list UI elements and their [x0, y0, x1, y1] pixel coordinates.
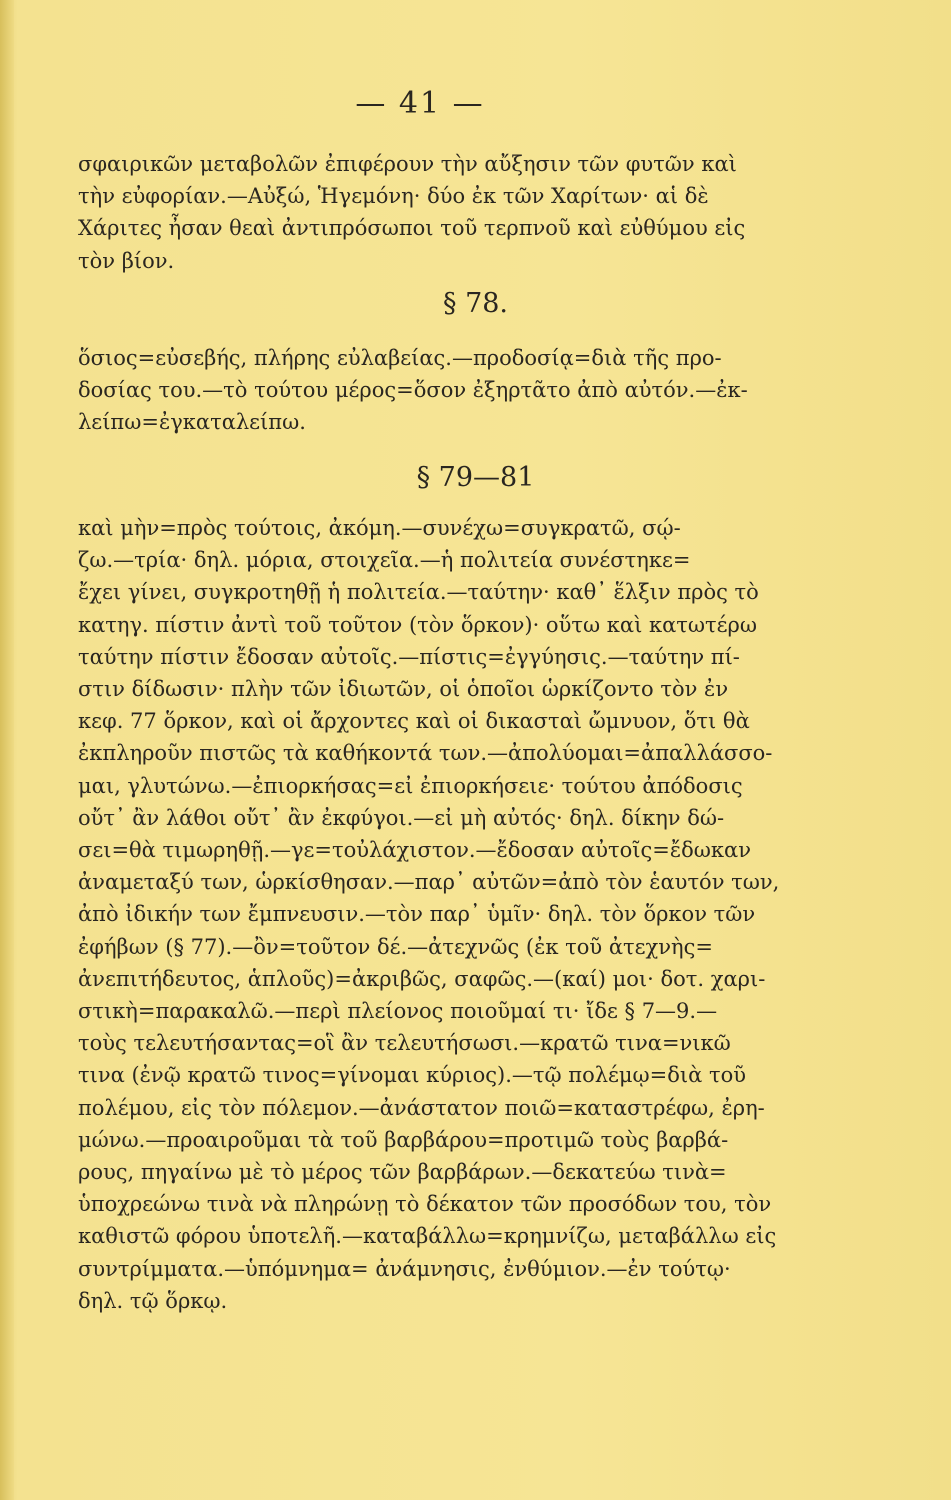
- page-edge-shadow: [0, 0, 14, 1500]
- text-line: καὶ μὴν=πρὸς τούτοις, ἀκόμη.—συνέχω=συγκρατῶ, σῴ-: [78, 516, 681, 540]
- text-line: ταύτην πίστιν ἔδοσαν αὐτοῖς.—πίστις=ἐγγύησις.—ταύτην πί-: [78, 644, 740, 669]
- text-line: οὔτ᾽ ἂν λάθοι οὔτ᾽ ἂν ἐκφύγοι.—εἰ μὴ αὐτός· δηλ. δίκην δώ-: [78, 805, 725, 830]
- text-line: ἀνεπιτήδευτος, ἁπλοῦς)=ἀκριβῶς, σαφῶς.—(καί) μοι· δοτ. χαρι-: [78, 966, 766, 991]
- text-line: ἀναμεταξύ των, ὡρκίσθησαν.—παρ᾽ αὐτῶν=ἀπὸ τὸν ἑαυτόν των,: [78, 870, 780, 895]
- text-line: τινα (ἐνῷ κρατῶ τινος=γίνομαι κύριος).—τῷ πολέμῳ=διὰ τοῦ: [78, 1063, 747, 1088]
- text-line: ὑποχρεώνω τινὰ νὰ πληρώνῃ τὸ δέκατον τῶν προσόδων του, τὸν: [78, 1192, 772, 1217]
- text-line: ρους, πηγαίνω μὲ τὸ μέρος τῶν βαρβάρων.—δεκατεύω τινὰ=: [78, 1160, 727, 1185]
- paragraph-2: [78, 342, 818, 439]
- paragraph-1: [78, 148, 818, 277]
- text-line: δηλ. τῷ ὅρκῳ.: [78, 1288, 228, 1313]
- text-line: πολέμου, εἰς τὸν πόλεμον.—ἀνάστατον ποιῶ=καταστρέφω, ἐρη-: [78, 1095, 765, 1120]
- text-line: κατηγ. πίστιν ἀντὶ τοῦ τοῦτον (τὸν ὅρκον)· οὕτω καὶ κατωτέρω: [78, 612, 757, 637]
- text-line: δοσίας του.—τὸ τούτου μέρος=ὅσον ἐξηρτᾶτο ἀπὸ αὐτόν.—ἐκ-: [78, 378, 748, 403]
- text-line: ἀπὸ ἰδικήν των ἔμπνευσιν.—τὸν παρ᾽ ὑμῖν· δηλ. τὸν ὅρκον τῶν: [78, 902, 756, 927]
- text-line: Χάριτες ἦσαν θεαὶ ἀντιπρόσωποι τοῦ τερπνοῦ καὶ εὐθύμου εἰς: [78, 216, 746, 241]
- text-line: ἔχει γίνει, συγκροτηθῇ ἡ πολιτεία.—ταύτην· καθ᾽ ἕλξιν πρὸς τὸ: [78, 580, 759, 605]
- text-line: λείπω=ἐγκαταλείπω.: [78, 410, 306, 435]
- text-line: καθιστῶ φόρου ὑποτελῆ.—καταβάλλω=κρημνίζω, μεταβάλλω εἰς: [78, 1224, 777, 1249]
- text-line: ὅσιος=εὐσεβής, πλήρης εὐλαβείας.—προδοσίᾳ=διὰ τῆς προ-: [78, 346, 722, 370]
- text-line: σει=θὰ τιμωρηθῇ.—γε=τοὐλάχιστον.—ἔδοσαν αὐτοῖς=ἔδωκαν: [78, 838, 751, 863]
- section-heading-79-81: § 79—81: [416, 462, 535, 493]
- text-line: συντρίμματα.—ὑπόμνημα= ἀνάμνησις, ἐνθύμιον.—ἐν τούτῳ·: [78, 1256, 731, 1281]
- text-line: τοὺς τελευτήσαντας=οἳ ἂν τελευτήσωσι.—κρατῶ τινα=νικῶ: [78, 1031, 731, 1056]
- text-line: στικὴ=παρακαλῶ.—περὶ πλείονος ποιοῦμαί τι· ἴδε § 7—9.—: [78, 999, 718, 1024]
- text-line: ἐκπληροῦν πιστῶς τὰ καθήκοντά των.—ἀπολύομαι=ἀπαλλάσσο-: [78, 741, 773, 766]
- text-line: μαι, γλυτώνω.—ἐπιορκήσας=εἰ ἐπιορκήσειε· τούτου ἀπόδοσις: [78, 773, 743, 798]
- text-line: στιν δίδωσιν· πλὴν τῶν ἰδιωτῶν, οἱ ὁποῖοι ὡρκίζοντο τὸν ἐν: [78, 677, 729, 702]
- paragraph-3: [78, 512, 818, 1317]
- text-line: ζω.—τρία· δηλ. μόρια, στοιχεῖα.—ἡ πολιτεία συνέστηκε=: [78, 548, 691, 573]
- text-line: τὸν βίον.: [78, 248, 175, 273]
- text-line: μώνω.—προαιροῦμαι τὰ τοῦ βαρβάρου=προτιμῶ τοὺς βαρβά-: [78, 1127, 729, 1152]
- text-line: σφαιρικῶν μεταβολῶν ἐπιφέρουν τὴν αὔξησιν τῶν φυτῶν καὶ: [78, 152, 737, 176]
- section-heading-78: § 78.: [442, 288, 509, 319]
- text-line: ἐφήβων (§ 77).—ὂν=τοῦτον δέ.—ἀτεχνῶς (ἐκ τοῦ ἀτεχνὴς=: [78, 934, 713, 959]
- text-line: τὴν εὐφορίαν.—Αὐξώ, Ἡγεμόνη· δύο ἐκ τῶν Χαρίτων· αἱ δὲ: [78, 184, 709, 209]
- text-line: κεφ. 77 ὅρκον, καὶ οἱ ἄρχοντες καὶ οἱ δικασταὶ ὤμνυον, ὅτι θὰ: [78, 709, 750, 734]
- page-number: — 41 —: [355, 86, 485, 121]
